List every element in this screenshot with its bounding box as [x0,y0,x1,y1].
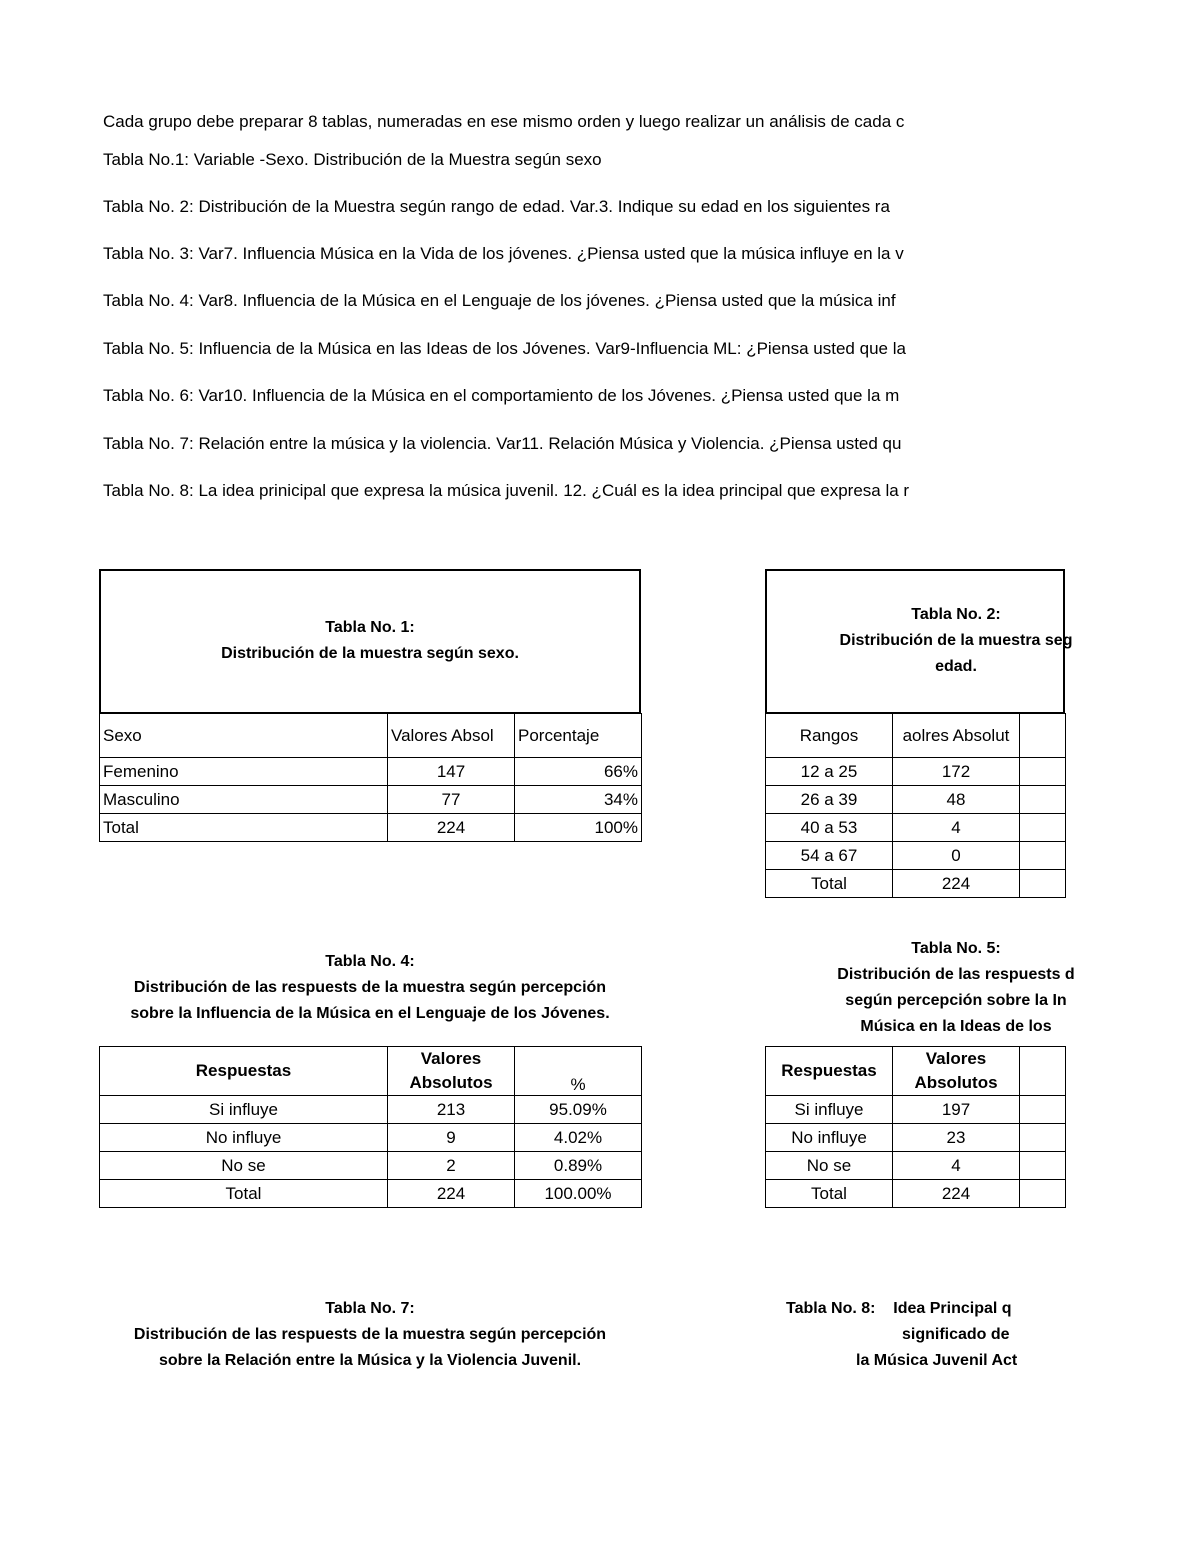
cell: 147 [388,758,515,786]
cell [1020,1124,1066,1152]
table-row [100,786,642,814]
table-row [100,1096,642,1124]
cell: Si influye [766,1096,893,1124]
cell: 213 [388,1096,515,1124]
cell: 4 [893,814,1020,842]
table-row [100,1152,642,1180]
table-header-row [100,1047,642,1096]
cell: 197 [893,1096,1020,1124]
table-row [766,1124,1066,1152]
table-5 [765,1046,1066,1208]
table-row [766,1096,1066,1124]
cell: Masculino [100,786,388,814]
cell: No influye [766,1124,893,1152]
instruction-line: Tabla No. 2: Distribución de la Muestra según rango de edad. Var.3. Indique su edad en los siguientes ra [103,197,890,216]
table-5-title: Tabla No. 5: Distribución de las respuests d según percepción sobre la In Música en la Ideas de los [837,940,1075,1035]
instruction-line: Tabla No. 6: Var10. Influencia de la Música en el comportamiento de los Jóvenes. ¿Piensa usted que la m [103,386,900,405]
cell [1020,786,1066,814]
cell: 172 [893,758,1020,786]
column-header: % [515,1047,642,1096]
table-row [766,870,1066,898]
instruction-line: Tabla No. 8: La idea prinicipal que expresa la música juvenil. 12. ¿Cuál es la idea principal que expresa la r [103,481,910,500]
column-header: Respuestas [100,1047,388,1096]
table-row [100,1180,642,1208]
table-row [100,1124,642,1152]
cell: 100.00% [515,1180,642,1208]
column-header: Valores Absol [388,714,515,758]
cell: 66% [515,758,642,786]
cell: 0 [893,842,1020,870]
table-2 [765,713,1066,898]
table-row [100,814,642,842]
table-row [766,758,1066,786]
cell: 100% [515,814,642,842]
table-1 [99,713,642,842]
cell: Total [766,870,893,898]
cell: 0.89% [515,1152,642,1180]
table-1-title: Tabla No. 1: Distribución de la muestra según sexo. [221,619,519,662]
table-7-title: Tabla No. 7: Distribución de las respuests de la muestra según percepción sobre la Relación entre la Música y la Violencia Juvenil. [133,1300,607,1369]
table-8-title: Tabla No. 8: Idea Principal q significado de la Música Juvenil Act [786,1300,1018,1369]
cell: 224 [388,814,515,842]
cell: 34% [515,786,642,814]
cell: 9 [388,1124,515,1152]
cell: 40 a 53 [766,814,893,842]
cell: 54 a 67 [766,842,893,870]
cell: Total [100,814,388,842]
column-header: Respuestas [766,1047,893,1096]
column-header: Porcentaje [515,714,642,758]
cell: Total [100,1180,388,1208]
table-2-title: Tabla No. 2: Distribución de la muestra seg edad. [839,606,1073,675]
cell: 224 [893,870,1020,898]
cell: 12 a 25 [766,758,893,786]
table-header-row [100,714,642,758]
column-header: aolres Absolut [893,714,1020,758]
table-header-row [766,714,1066,758]
cell: Femenino [100,758,388,786]
table-row [766,814,1066,842]
cell: 77 [388,786,515,814]
table-4-title: Tabla No. 4: Distribución de las respuests de la muestra según percepción sobre la Influencia de la Música en el Lenguaje de los Jóvenes. [130,953,610,1022]
instruction-line: Tabla No. 4: Var8. Influencia de la Música en el Lenguaje de los jóvenes. ¿Piensa usted que la música inf [103,291,896,310]
cell [1020,1152,1066,1180]
cell [1020,1096,1066,1124]
cell [1020,814,1066,842]
intro-text: Cada grupo debe preparar 8 tablas, numeradas en ese mismo orden y luego realizar un análisis de cada c [103,112,905,131]
table-row [100,758,642,786]
instruction-line: Tabla No. 7: Relación entre la música y la violencia. Var11. Relación Música y Violencia. ¿Piensa usted qu [103,434,902,453]
cell: 4 [893,1152,1020,1180]
cell: No se [100,1152,388,1180]
cell: 95.09% [515,1096,642,1124]
column-header: Sexo [100,714,388,758]
cell: 224 [893,1180,1020,1208]
cell [1020,714,1066,758]
column-header: Valores Absolutos [893,1047,1020,1096]
cell: 4.02% [515,1124,642,1152]
column-header: Valores Absolutos [388,1047,515,1096]
column-header: Rangos [766,714,893,758]
cell: Total [766,1180,893,1208]
cell: 224 [388,1180,515,1208]
cell [1020,1180,1066,1208]
cell [1020,1047,1066,1096]
cell [1020,758,1066,786]
cell: Si influye [100,1096,388,1124]
instruction-line: Tabla No. 5: Influencia de la Música en las Ideas de los Jóvenes. Var9-Influencia ML: ¿Piensa usted que la [103,339,906,358]
cell: 26 a 39 [766,786,893,814]
instruction-line: Tabla No.1: Variable -Sexo. Distribución de la Muestra según sexo [103,150,602,169]
table-row [766,786,1066,814]
table-row [766,1180,1066,1208]
cell: 2 [388,1152,515,1180]
cell: No se [766,1152,893,1180]
table-4 [99,1046,642,1208]
cell: 23 [893,1124,1020,1152]
table-row [766,1152,1066,1180]
cell [1020,842,1066,870]
cell [1020,870,1066,898]
table-header-row [766,1047,1066,1096]
cell: No influye [100,1124,388,1152]
cell: 48 [893,786,1020,814]
table-row [766,842,1066,870]
instruction-line: Tabla No. 3: Var7. Influencia Música en la Vida de los jóvenes. ¿Piensa usted que la música influye en la v [103,244,904,263]
